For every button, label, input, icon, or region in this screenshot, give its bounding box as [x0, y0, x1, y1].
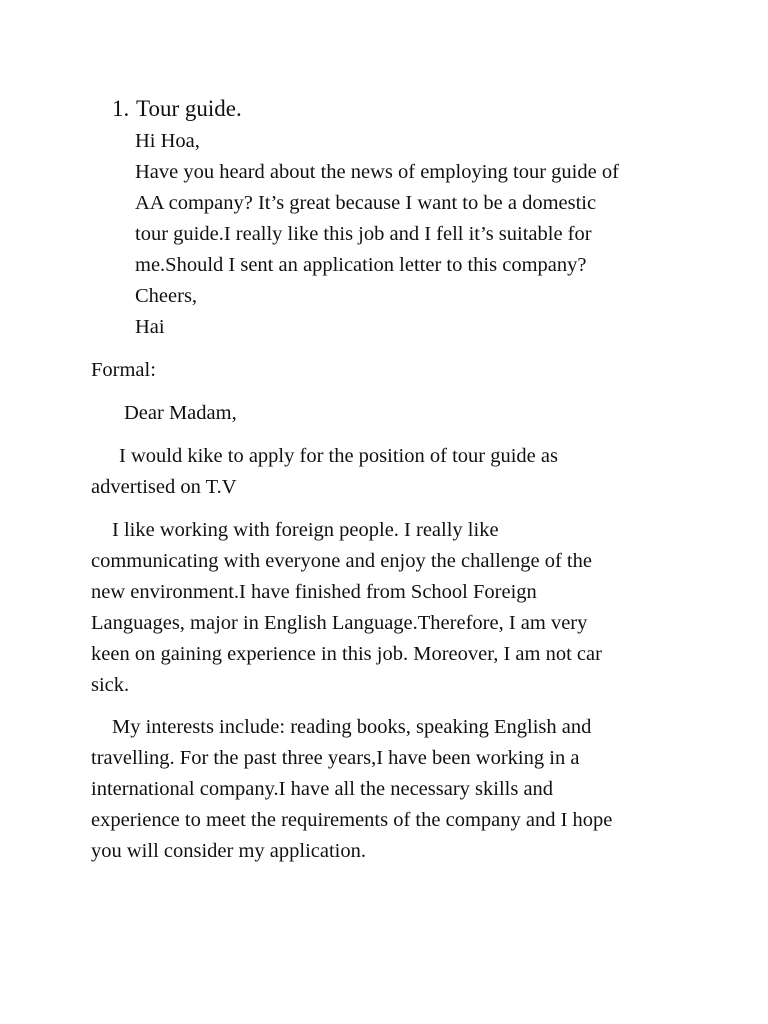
informal-line: tour guide.I really like this job and I fell it’s suitable for — [135, 223, 592, 245]
section-heading — [112, 94, 242, 124]
paragraph-line: Languages, major in English Language.Therefore, I am very — [91, 612, 588, 634]
paragraph-line: travelling. For the past three years,I have been working in a — [91, 747, 580, 769]
paragraph-application — [91, 441, 558, 503]
paragraph-line: experience to meet the requirements of the company and I hope — [91, 809, 613, 831]
paragraph-line: communicating with everyone and enjoy the challenge of the — [91, 550, 592, 572]
formal-salutation: Dear Madam, — [124, 402, 237, 424]
section-title: Tour guide. — [136, 96, 242, 121]
list-number: 1. — [112, 96, 130, 121]
formal-label: Formal: — [91, 359, 156, 381]
informal-line: Have you heard about the news of employing tour guide of — [135, 161, 619, 183]
informal-signature: Hai — [135, 316, 165, 338]
informal-greeting: Hi Hoa, — [135, 130, 200, 152]
paragraph-line: I would kike to apply for the position of tour guide as — [119, 445, 558, 467]
paragraph-line: international company.I have all the necessary skills and — [91, 778, 554, 800]
informal-line: me.Should I sent an application letter to this company? — [135, 254, 587, 276]
paragraph-line: I like working with foreign people. I really like — [112, 519, 499, 541]
paragraph-line: you will consider my application. — [91, 840, 366, 862]
paragraph-line: keen on gaining experience in this job. Moreover, I am not car — [91, 643, 602, 665]
informal-closing: Cheers, — [135, 285, 198, 307]
paragraph-line: My interests include: reading books, speaking English and — [112, 716, 592, 738]
informal-letter — [135, 126, 619, 343]
paragraph-line: sick. — [91, 674, 130, 696]
paragraph-experience — [91, 515, 602, 701]
paragraph-line: new environment.I have finished from School Foreign — [91, 581, 537, 603]
informal-line: AA company? It’s great because I want to be a domestic — [135, 192, 597, 214]
paragraph-interests — [91, 712, 612, 867]
paragraph-line: advertised on T.V — [91, 476, 237, 498]
